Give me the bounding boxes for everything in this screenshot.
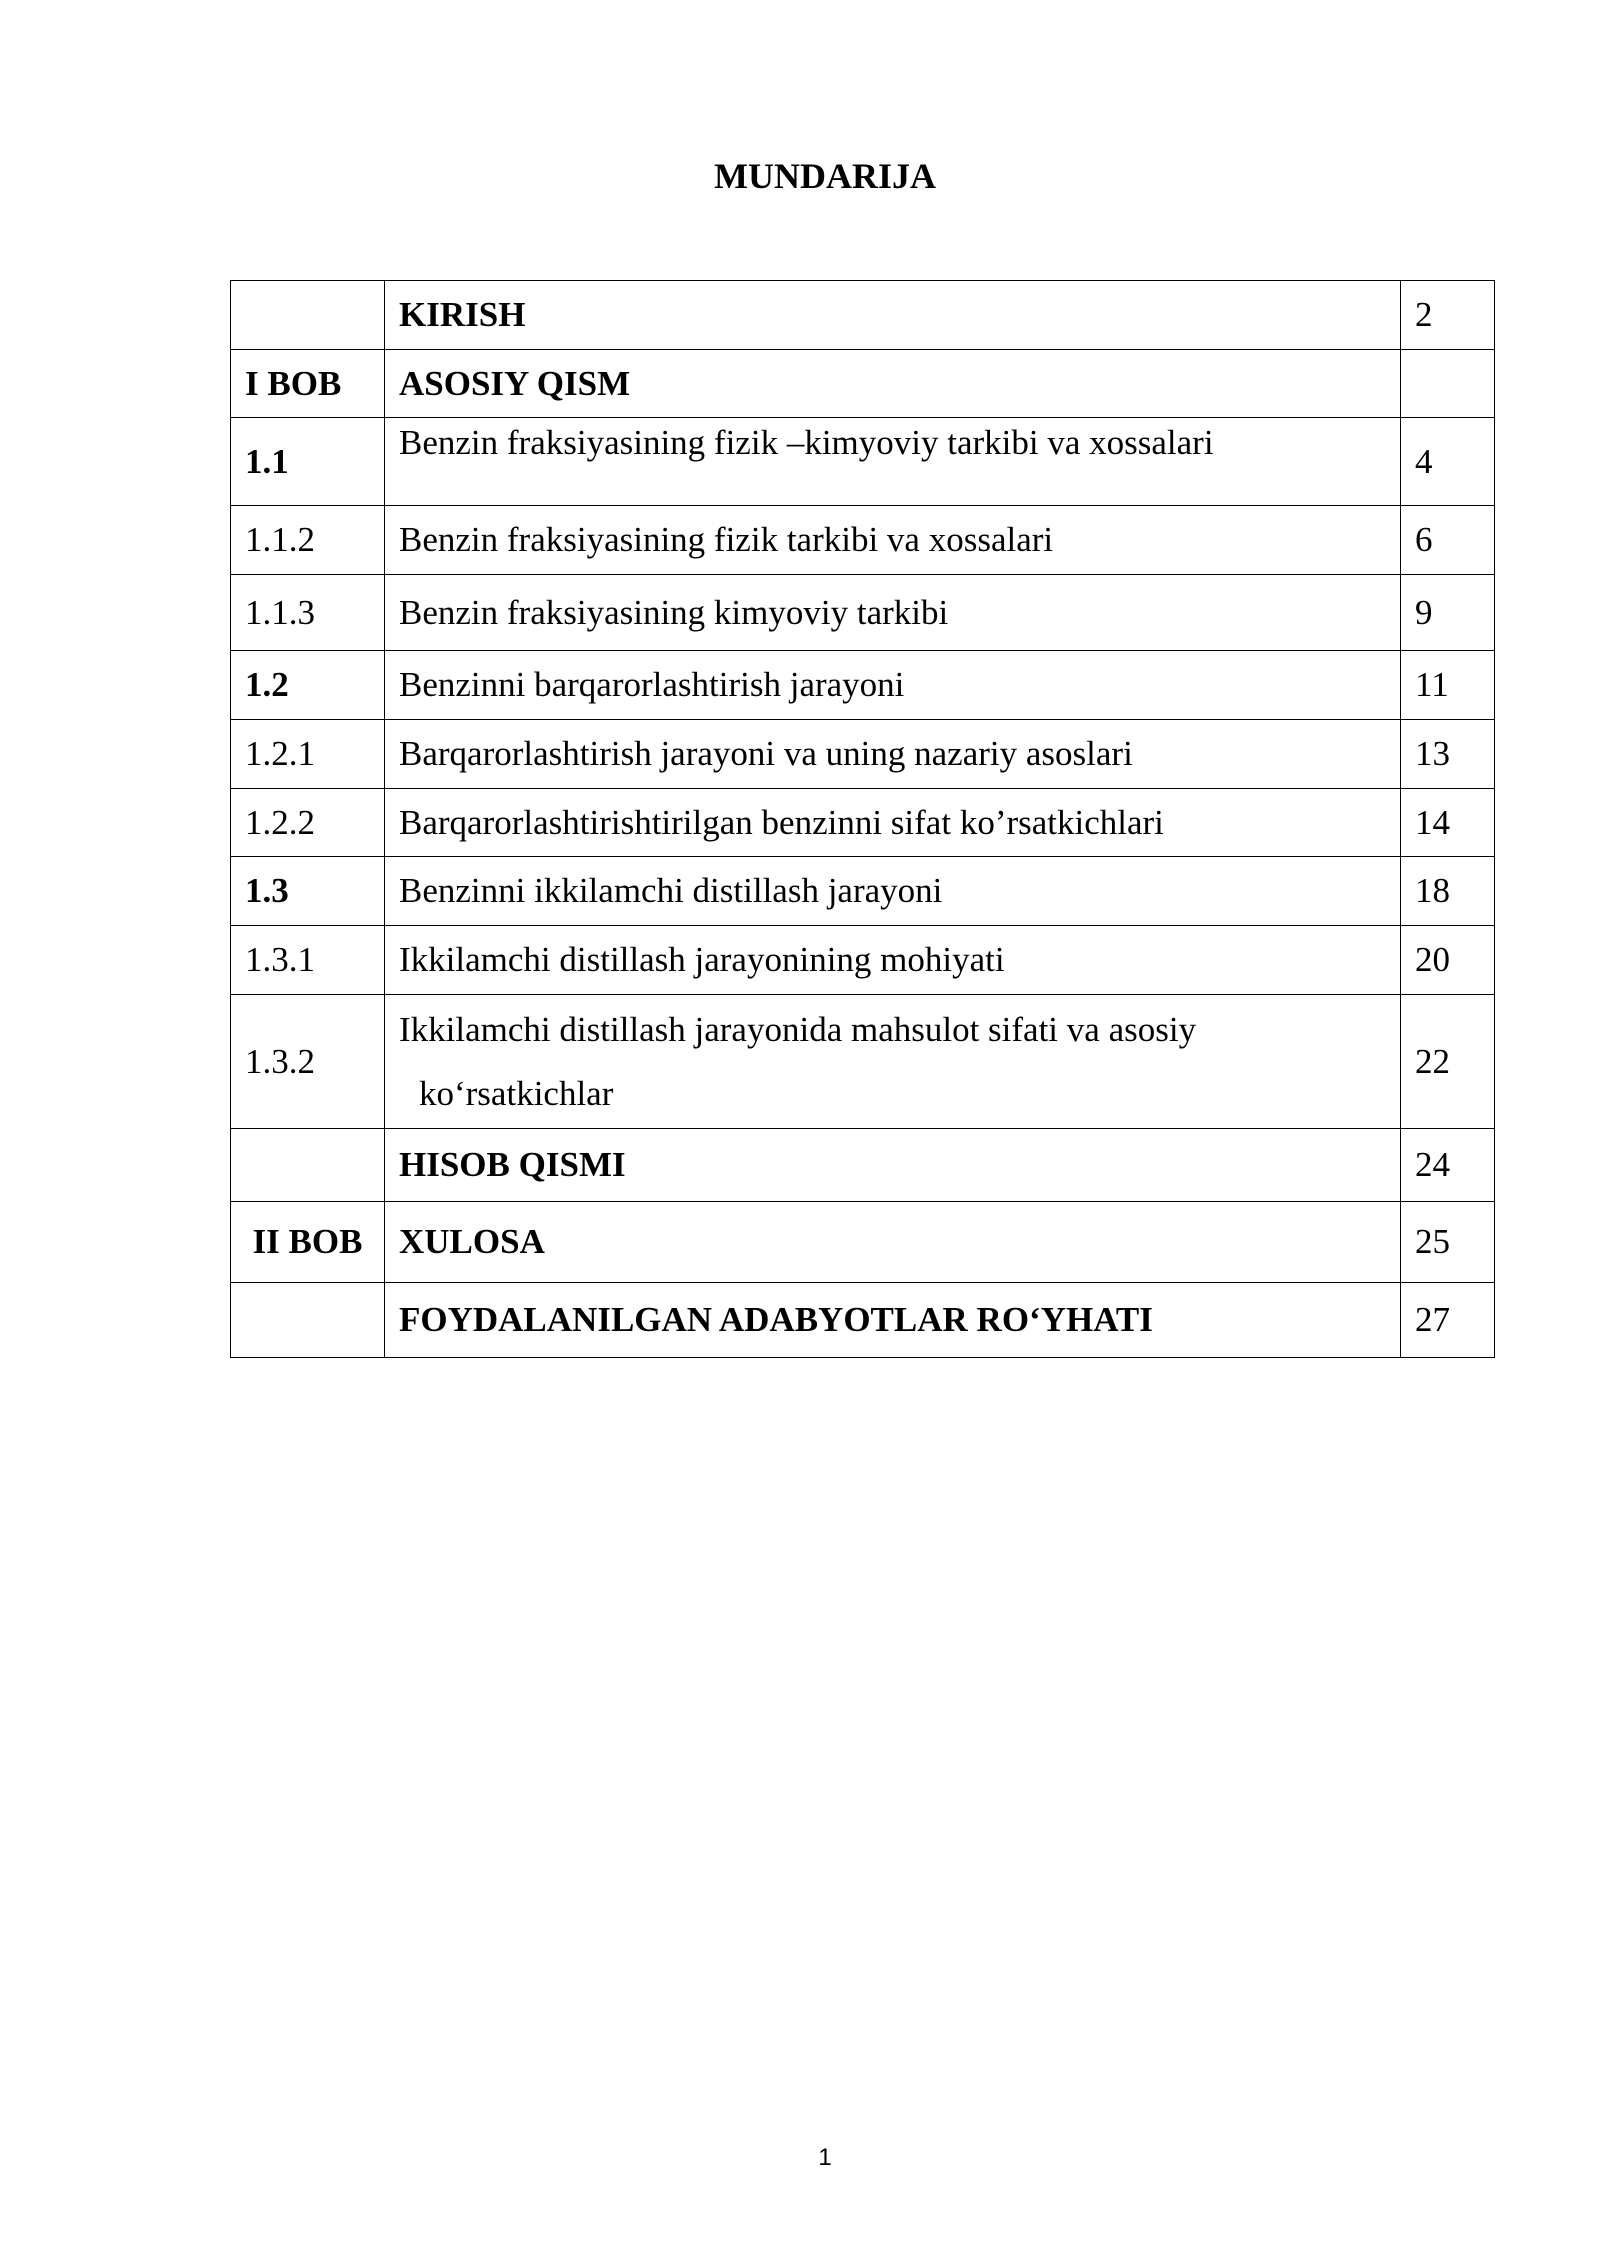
section-title: Ikkilamchi distillash jarayonining mohiyati [385,926,1401,995]
table-of-contents [230,280,1495,1358]
section-title: ASOSIY QISM [385,350,1401,418]
section-title: Benzinni ikkilamchi distillash jarayoni [385,857,1401,926]
section-title-line: ko‘rsatkichlar [419,1073,614,1113]
section-number: 1.3.2 [231,995,385,1129]
table-row [231,720,1495,789]
section-title: FOYDALANILGAN ADABYOTLAR RO‘YHATI [385,1283,1401,1358]
table-row [231,651,1495,720]
table-row [231,857,1495,926]
section-page: 4 [1401,418,1495,506]
section-number: 1.1.2 [231,506,385,575]
section-page: 11 [1401,651,1495,720]
section-number [231,281,385,350]
section-number: 1.2.2 [231,789,385,857]
section-number: 1.3.1 [231,926,385,995]
table-row [231,1283,1495,1358]
section-number: 1.3 [231,857,385,926]
section-number: 1.1.3 [231,575,385,651]
section-page: 6 [1401,506,1495,575]
section-page: 9 [1401,575,1495,651]
section-number: II BOB [231,1202,385,1283]
table-row [231,926,1495,995]
section-page: 24 [1401,1129,1495,1202]
table-row [231,350,1495,418]
section-page: 2 [1401,281,1495,350]
table-row [231,995,1495,1129]
section-page: 25 [1401,1202,1495,1283]
section-title: Barqarorlashtirish jarayoni va uning nazariy asoslari [385,720,1401,789]
table-row [231,575,1495,651]
section-number: 1.1 [231,418,385,506]
section-page: 22 [1401,995,1495,1129]
table-row [231,506,1495,575]
section-number: I BOB [231,350,385,418]
section-title: Benzin fraksiyasining kimyoviy tarkibi [385,575,1401,651]
section-page: 13 [1401,720,1495,789]
section-page: 20 [1401,926,1495,995]
table-row [231,1129,1495,1202]
section-title: HISOB QISMI [385,1129,1401,1202]
table-row [231,281,1495,350]
table-row [231,418,1495,506]
section-page: 18 [1401,857,1495,926]
section-title: Benzin fraksiyasining fizik –kimyoviy tarkibi va xossalari [385,418,1401,506]
page-title: MUNDARIJA [714,156,936,196]
section-number [231,1283,385,1358]
section-title: Benzinni barqarorlashtirish jarayoni [385,651,1401,720]
section-number: 1.2.1 [231,720,385,789]
table-row [231,789,1495,857]
section-number: 1.2 [231,651,385,720]
section-title: KIRISH [385,281,1401,350]
section-title: Benzin fraksiyasining fizik tarkibi va xossalari [385,506,1401,575]
section-page: 27 [1401,1283,1495,1358]
page-number: 1 [818,2144,832,2171]
section-page: 14 [1401,789,1495,857]
section-title-line: Ikkilamchi distillash jarayonida mahsulot sifati va asosiy [399,1009,1197,1049]
section-title [385,995,1401,1129]
section-title: Barqarorlashtirishtirilgan benzinni sifat ko’rsatkichlari [385,789,1401,857]
section-page [1401,350,1495,418]
section-number [231,1129,385,1202]
section-title: XULOSA [385,1202,1401,1283]
table-row [231,1202,1495,1283]
